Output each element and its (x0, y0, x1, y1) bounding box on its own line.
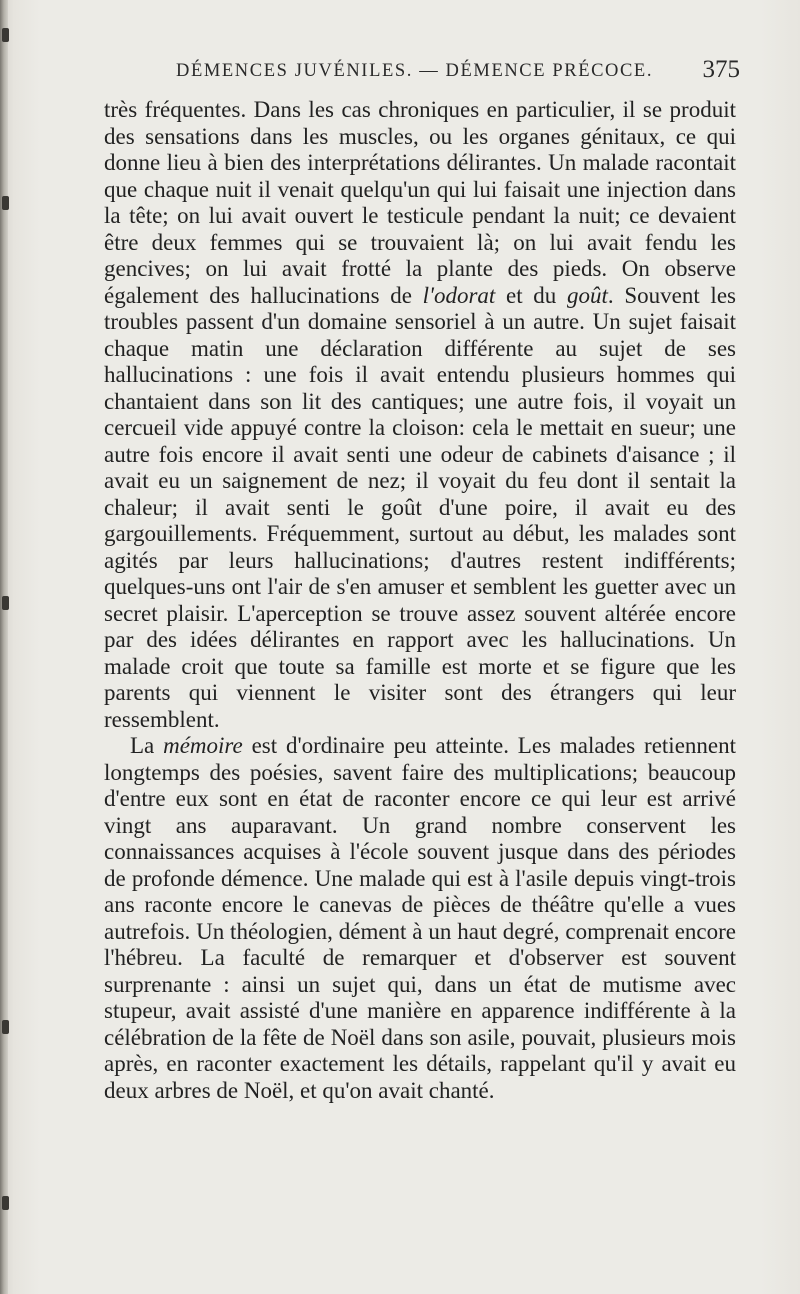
margin-mark (2, 196, 9, 210)
italic-term: goût (567, 282, 608, 308)
italic-term: mémoire (163, 733, 243, 758)
text-run: La (130, 733, 164, 758)
margin-mark (2, 596, 9, 610)
margin-mark (2, 28, 9, 42)
page-binding-edge (0, 0, 8, 1294)
text-run: très fréquentes. Dans les cas chroniques en particulier, il se produit des sensations dans les muscles, ou les organes génitaux, ce qui donne lieu à bien des interprétations délirantes. Un malade racontait que chaque nuit il venait quelqu'un qui lui faisait une injection dans la tête; on lui avait ouvert le testicule pendant la nuit; ce devaient être deux femmes qui se trouvaient là; on lui avait fendu les gencives; on lui avait frotté la plante des pieds. On observe également des hallucinations de (104, 97, 736, 308)
paragraph (104, 733, 736, 1104)
paragraph (104, 97, 736, 733)
text-run: et du (495, 282, 568, 308)
margin-mark (2, 1020, 9, 1034)
page-number: 375 (702, 56, 740, 83)
page-header (100, 56, 740, 90)
text-run: est d'ordinaire peu atteinte. Les malades retiennent longtemps des poésies, savent faire des multiplications; beaucoup d'entre eux sont en état de raconter encore ce qui leur est arrivé vingt ans auparavant. Un grand nombre conservent les connaissances acquises à l'école souvent jusque dans des périodes de profonde démence. Une malade qui est à l'asile depuis vingt-trois ans raconte encore le canevas de pièces de théâtre qu'elle a vues autrefois. Un théologien, dément à un haut degré, comprenait encore l'hébreu. La faculté de remarquer et d'observer est souvent surprenante : ainsi un sujet qui, dans un état de mutisme avec stupeur, avait assisté d'une manière en apparence indifférente à la célébration de la fête de Noël dans son asile, pouvait, plusieurs mois après, en raconter exactement les détails, rappelant qu'il y avait eu deux arbres de Noël, et qu'on avait chanté. (104, 733, 737, 1103)
body-text (104, 97, 736, 1104)
running-title: DÉMENCES JUVÉNILES. — DÉMENCE PRÉCOCE. (176, 61, 654, 81)
margin-mark (2, 1196, 9, 1210)
italic-term: l'odorat (422, 282, 496, 308)
text-run: . Souvent les troubles passent d'un domaine sensoriel à un autre. Un sujet faisait chaque matin une déclaration différente au sujet de ses hallucinations : une fois il avait entendu plusieurs hommes qui chantaient dans son lit des cantiques; une autre fois, il voyait un cercueil vide appuyé contre la cloison: cela le mettait en sueur; une autre fois encore il avait senti une odeur de cabinets d'aisance ; il avait eu un saignement de nez; il voyait du feu dont il sentait la chaleur; il avait senti le goût d'une poire, il avait eu des gargouillements. Fréquemment, surtout au début, les malades sont agités par leurs hallucinations; d'autres restent indifférents; quelques-uns ont l'air de s'en amuser et semblent les guetter avec un secret plaisir. L'aperception se trouve assez souvent altérée encore par des idées délirantes en rapport avec les hallucinations. Un malade croit que toute sa famille est morte et se figure que les parents qui viennent le visiter sont des étrangers qui leur ressemblent. (104, 282, 736, 732)
